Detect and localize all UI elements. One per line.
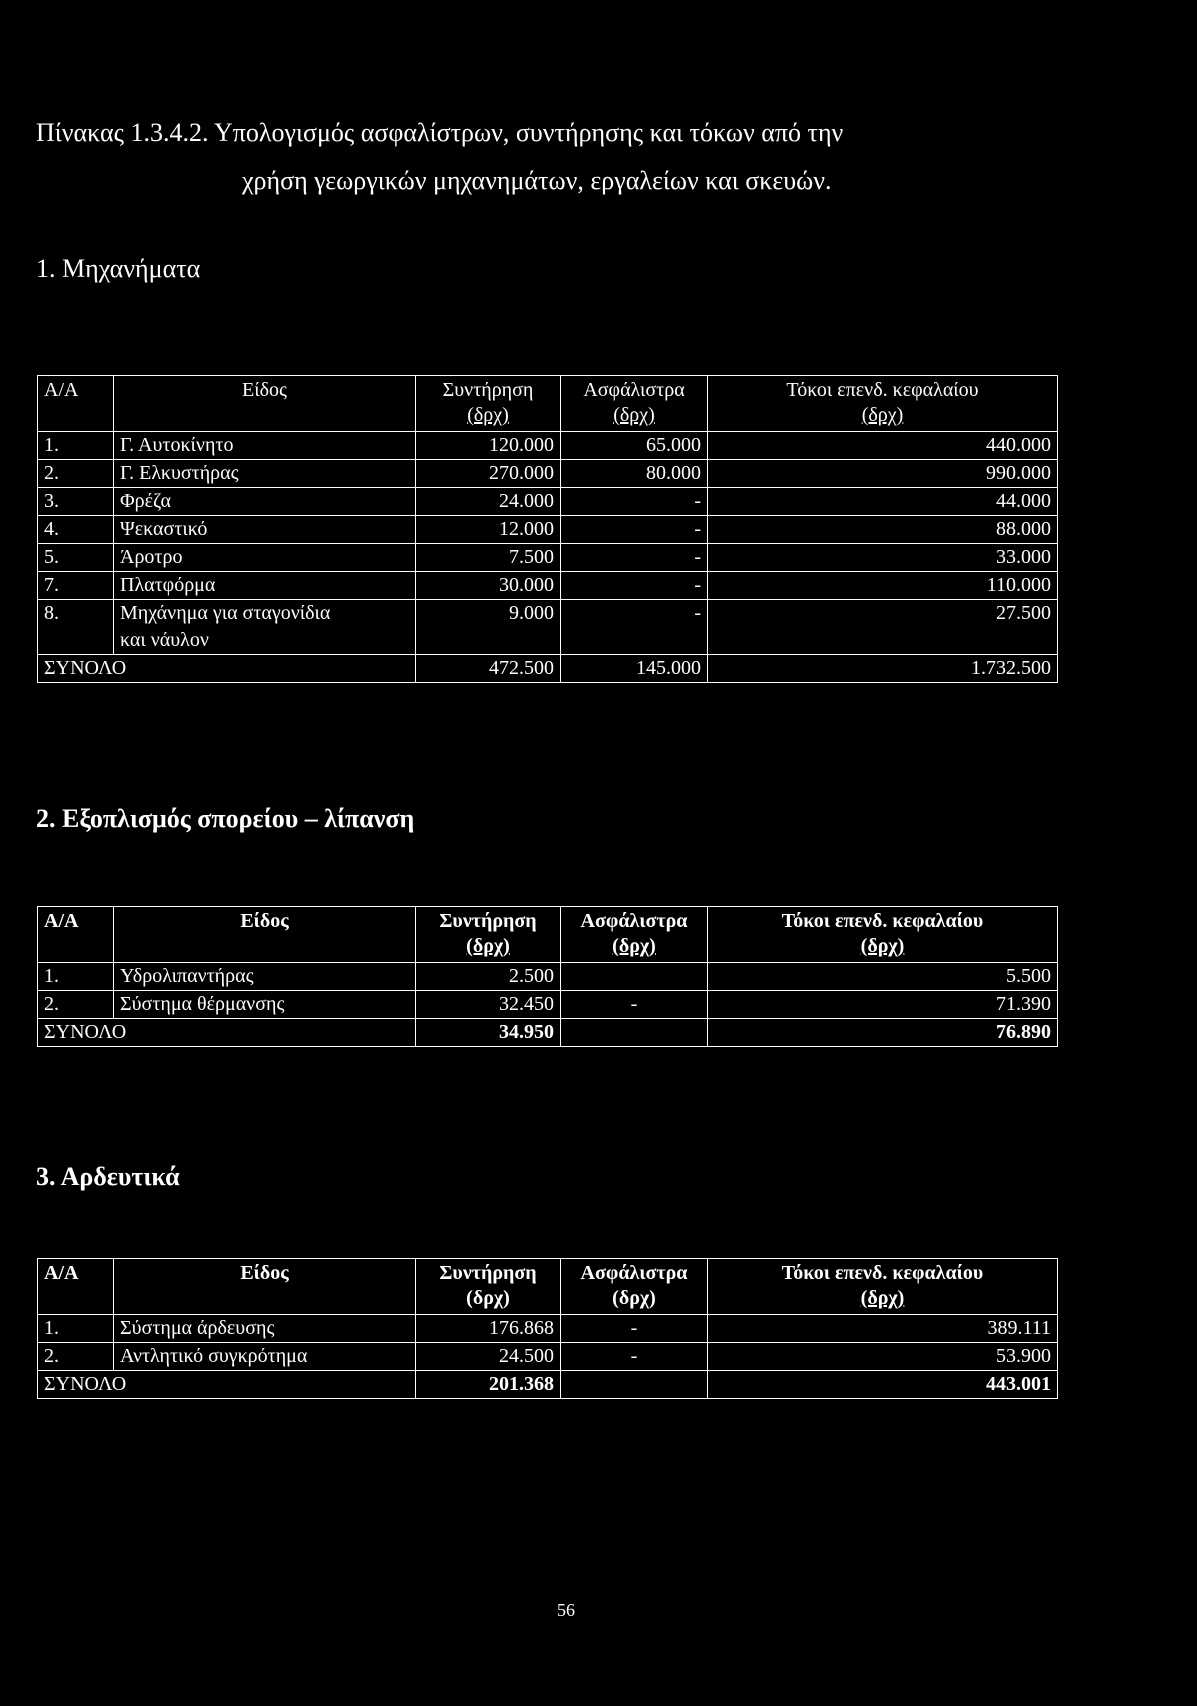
- section-title-machines: 1. Μηχανήματα: [36, 254, 201, 283]
- machines-table: [37, 375, 1058, 683]
- total-asfalistra: [561, 1371, 708, 1399]
- row-syntirisi: 120.000: [416, 432, 561, 460]
- row-eidos: Φρέζα: [114, 488, 416, 516]
- table-header-row: [38, 376, 1058, 432]
- row-syntirisi: 24.000: [416, 488, 561, 516]
- row-syntirisi: 9.000: [416, 600, 561, 655]
- table-row: [38, 572, 1058, 600]
- row-syntirisi: 2.500: [416, 963, 561, 991]
- row-tokoi: 110.000: [708, 572, 1058, 600]
- table-header-row: [38, 907, 1058, 963]
- row-asfalistra: -: [561, 1315, 708, 1343]
- row-asfalistra: -: [561, 991, 708, 1019]
- col-header-tokoi: Τόκοι επενδ. κεφαλαίου (δρχ): [708, 1259, 1058, 1315]
- total-syntirisi: 201.368: [416, 1371, 561, 1399]
- row-asfalistra: -: [561, 1343, 708, 1371]
- page-number: 56: [557, 1600, 575, 1620]
- col-header-tokoi: Τόκοι επενδ. κεφαλαίου (δρχ): [708, 376, 1058, 432]
- table-caption-line2: χρήση γεωργικών μηχανημάτων, εργαλείων και σκευών.: [242, 166, 832, 195]
- row-aa: 1.: [38, 963, 114, 991]
- col-header-asfalistra: Ασφάλιστρα (δρχ): [561, 1259, 708, 1315]
- row-tokoi: 33.000: [708, 544, 1058, 572]
- row-aa: 1.: [38, 1315, 114, 1343]
- row-syntirisi: 32.450: [416, 991, 561, 1019]
- row-asfalistra: -: [561, 600, 708, 655]
- col-header-syntirisi: Συντήρηση (δρχ): [416, 907, 561, 963]
- row-eidos: Υδρολιπαντήρας: [114, 963, 416, 991]
- row-tokoi: 440.000: [708, 432, 1058, 460]
- row-aa: 7.: [38, 572, 114, 600]
- row-tokoi: 5.500: [708, 963, 1058, 991]
- col-header-syntirisi: Συντήρηση (δρχ): [416, 376, 561, 432]
- irrigation-table: [37, 1258, 1058, 1399]
- row-eidos: Άροτρο: [114, 544, 416, 572]
- table-row: [38, 516, 1058, 544]
- row-tokoi: 27.500: [708, 600, 1058, 655]
- col-header-aa: Α/Α: [38, 907, 114, 963]
- row-eidos: Ψεκαστικό: [114, 516, 416, 544]
- row-syntirisi: 7.500: [416, 544, 561, 572]
- row-eidos: Γ. Ελκυστήρας: [114, 460, 416, 488]
- total-tokoi: 443.001: [708, 1371, 1058, 1399]
- row-tokoi: 44.000: [708, 488, 1058, 516]
- col-header-tokoi: Τόκοι επενδ. κεφαλαίου (δρχ): [708, 907, 1058, 963]
- row-syntirisi: 12.000: [416, 516, 561, 544]
- row-asfalistra: [561, 963, 708, 991]
- table-row: [38, 432, 1058, 460]
- col-header-aa: Α/Α: [38, 376, 114, 432]
- total-row: [38, 1371, 1058, 1399]
- row-aa: 5.: [38, 544, 114, 572]
- total-syntirisi: 34.950: [416, 1019, 561, 1047]
- total-asfalistra: 145.000: [561, 655, 708, 683]
- seedbed-table: [37, 906, 1058, 1047]
- row-aa: 2.: [38, 460, 114, 488]
- section-title-seedbed: 2. Εξοπλισμός σπορείου – λίπανση: [36, 804, 415, 833]
- row-syntirisi: 176.868: [416, 1315, 561, 1343]
- total-asfalistra: [561, 1019, 708, 1047]
- row-asfalistra: -: [561, 572, 708, 600]
- row-eidos: Μηχάνημα για σταγονίδια και νάυλον: [114, 600, 416, 655]
- col-header-eidos: Είδος: [114, 376, 416, 432]
- total-row: [38, 655, 1058, 683]
- row-eidos: Σύστημα θέρμανσης: [114, 991, 416, 1019]
- total-label: ΣΥΝΟΛΟ: [38, 1371, 416, 1399]
- row-aa: 1.: [38, 432, 114, 460]
- row-aa: 2.: [38, 991, 114, 1019]
- total-label: ΣΥΝΟΛΟ: [38, 1019, 416, 1047]
- col-header-aa: Α/Α: [38, 1259, 114, 1315]
- row-asfalistra: -: [561, 488, 708, 516]
- row-eidos: Σύστημα άρδευσης: [114, 1315, 416, 1343]
- row-aa: 8.: [38, 600, 114, 655]
- row-tokoi: 71.390: [708, 991, 1058, 1019]
- total-syntirisi: 472.500: [416, 655, 561, 683]
- table-row: [38, 963, 1058, 991]
- row-tokoi: 53.900: [708, 1343, 1058, 1371]
- col-header-asfalistra: Ασφάλιστρα (δρχ): [561, 907, 708, 963]
- row-syntirisi: 24.500: [416, 1343, 561, 1371]
- row-asfalistra: 65.000: [561, 432, 708, 460]
- row-tokoi: 88.000: [708, 516, 1058, 544]
- total-row: [38, 1019, 1058, 1047]
- table-row: [38, 1343, 1058, 1371]
- section-title-irrigation: 3. Αρδευτικά: [36, 1162, 180, 1191]
- total-label: ΣΥΝΟΛΟ: [38, 655, 416, 683]
- col-header-eidos: Είδος: [114, 1259, 416, 1315]
- table-row: [38, 1315, 1058, 1343]
- row-aa: 4.: [38, 516, 114, 544]
- row-tokoi: 990.000: [708, 460, 1058, 488]
- row-asfalistra: -: [561, 544, 708, 572]
- row-aa: 3.: [38, 488, 114, 516]
- row-syntirisi: 30.000: [416, 572, 561, 600]
- row-asfalistra: -: [561, 516, 708, 544]
- col-header-asfalistra: Ασφάλιστρα (δρχ): [561, 376, 708, 432]
- col-header-syntirisi: Συντήρηση (δρχ): [416, 1259, 561, 1315]
- total-tokoi: 76.890: [708, 1019, 1058, 1047]
- table-header-row: [38, 1259, 1058, 1315]
- row-eidos: Πλατφόρμα: [114, 572, 416, 600]
- col-header-eidos: Είδος: [114, 907, 416, 963]
- row-aa: 2.: [38, 1343, 114, 1371]
- row-syntirisi: 270.000: [416, 460, 561, 488]
- total-tokoi: 1.732.500: [708, 655, 1058, 683]
- table-row: [38, 991, 1058, 1019]
- row-eidos: Αντλητικό συγκρότημα: [114, 1343, 416, 1371]
- table-row: [38, 460, 1058, 488]
- row-tokoi: 389.111: [708, 1315, 1058, 1343]
- table-row: [38, 600, 1058, 655]
- row-eidos: Γ. Αυτοκίνητο: [114, 432, 416, 460]
- table-row: [38, 488, 1058, 516]
- row-asfalistra: 80.000: [561, 460, 708, 488]
- table-row: [38, 544, 1058, 572]
- table-caption-line1: Πίνακας 1.3.4.2. Υπολογισμός ασφαλίστρων, συντήρησης και τόκων από την: [36, 118, 844, 147]
